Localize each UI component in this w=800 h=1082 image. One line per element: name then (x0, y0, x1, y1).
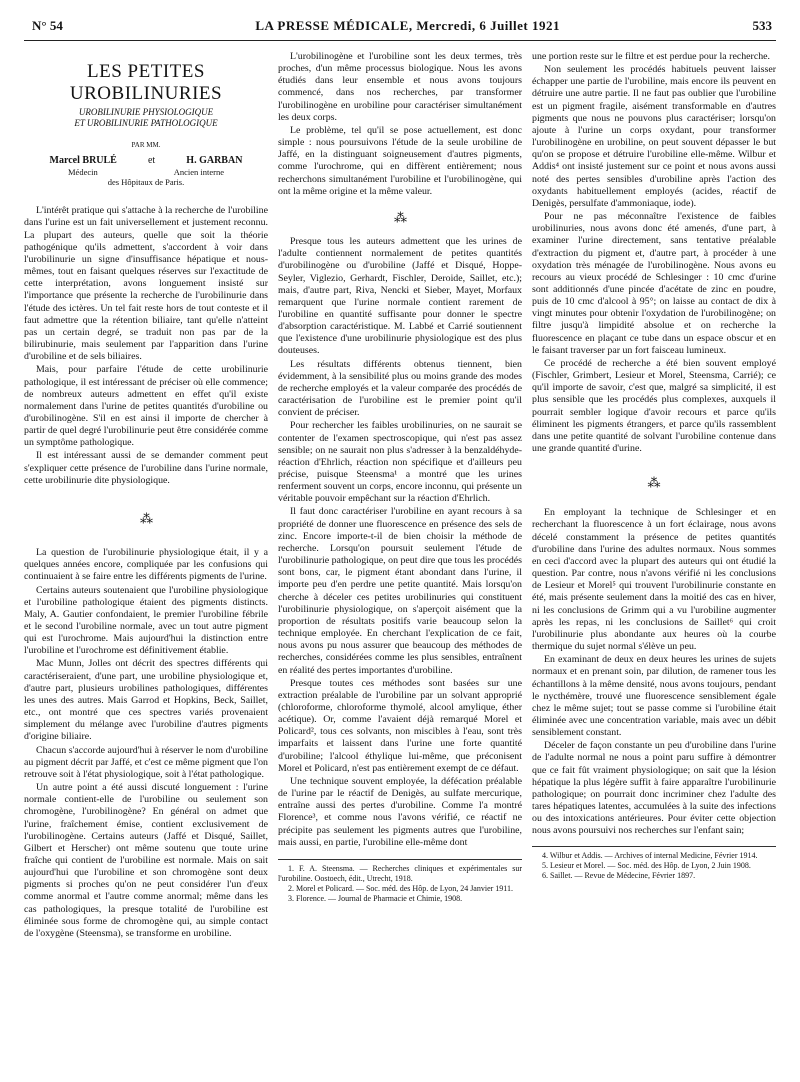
affiliation-1: Médecin (67, 167, 98, 178)
column-1 (24, 51, 268, 940)
paragraph: L'intérêt pratique qui s'attache à la recherche de l'urobiline dans l'urine est un fait universellement et justement reconnu. La plupart des auteurs, quelle que soit la théorie pathogénique qu'ils admettent, s'accordent à voir dans l'urobilinurie un signe d'insuffisance hépatique et nous-mêmes, tout en faisant quelques réserves sur l'exactitude de cette interprétation, avons longuement insisté sur l'importance que présente la recherche de l'urobilinurie dans l'étude des ictères. Un tel fait reste hors de tout conteste et il faut admettre que la rétention biliaire, tant qu'elle n'atteint pas un certain degré, se traduit non pas par de la bilirubinurie, mais seulement par l'apparition dans l'urine d'urobiline et de sels biliaires. (24, 205, 268, 363)
paragraph: Déceler de façon constante un peu d'urobiline dans l'urine de l'adulte normal ne nous a point paru suffire à démontrer que ce fait fût vraiment physiologique; on sait que la lésion hépatique la plus légère suffit à faire apparaître l'urobilinurie pathologique; on pourrait donc incriminer chez l'adulte des tares hépatiques latentes, accumulées à la suite des infections ou des intoxications antérieures. Pour éviter cette objection nous avons poursuivi nos recherches sur l'enfant sain; (532, 740, 776, 837)
section-separator: ⁂ (140, 510, 152, 526)
section-separator: ⁂ (647, 475, 661, 491)
footnote: 1. F. A. Steensma. — Recherches cliniques et expérimentales sur l'urobiline. Oostoech, édit., Utrecht, 1918. (278, 863, 522, 883)
article-subtitle-2: ET UROBILINURIE PATHOLOGIQUE (74, 118, 218, 128)
author-1: Marcel BRULÉ (49, 155, 117, 167)
paragraph: Presque tous les auteurs admettent que les urines de l'adulte contiennent normalement de petites quantités d'urobilinogène ou d'urobiline (Jaffé et Disqué, Hoppe-Seyler, Viglezio, Gerhardt, Fischler, Deroide, Saillet, etc.); mais, d'autre part, Riva, Nencki et Sieber, Mayet, Morfaux remarquent que l'urine normale contient rarement de l'urobiline en quantité suffisante pour donner le spectre d'absorption caractéristique. M. Labbé et Carrié soutiennent que l'existence d'une urobilinurie physiologique est des plus douteuses. (278, 236, 522, 357)
page-header (24, 18, 776, 41)
paragraph: Mac Munn, Jolles ont décrit des spectres différents qui caractériseraient, d'une part, une urobiline physiologique et, d'autre part, plusieurs urobilines pathologiques, différentes les unes des autres. Mais Garrod et Hopkins, Beck, Saillet, etc., ont montré que ces spectres variés provenaient simplement du mélange avec l'urobiline d'autres pigments d'origine biliaire. (24, 658, 268, 743)
paragraph: Ce procédé de recherche a été bien souvent employé (Fischler, Grimbert, Lesieur et Morel, Steensma, Carrié); ce qu'il importe de savoir, c'est que, malgré sa simplicité, il est plus sensible que les procédés plus complexes, auxquels il pourrait sembler logique d'avoir recours et parce qu'ils éliminent les pigments étrangers, et parce qu'ils rassemblent dans une petite quantité de solvant l'urobiline contenue dans une grande quantité d'urine. (532, 357, 776, 454)
affiliation-2: Ancien interne (173, 167, 224, 178)
section-separator: ⁂ (394, 209, 406, 225)
paragraph: Pour rechercher les faibles urobilinuries, on ne saurait se contenter de l'examen spectroscopique, qui n'est pas assez sensible; on ne saurait non plus s'adresser à la benzaldéhyde-réaction d'Ehrlich, réaction non spécifique et d'ailleurs peu précise, puisque Steensma¹ a montré que les urines renferment souvent un corps, encore inconnu, qui présente un véritable pouvoir empêchant sur la réaction d'Ehrlich. (278, 420, 522, 505)
author-2: H. GARBAN (186, 155, 243, 167)
paragraph: Il faut donc caractériser l'urobiline en ayant recours à sa propriété de donner une fluorescence en présence des sels de zinc. Encore importe-t-il de bien choisir la méthode de recherche. Lorsqu'on poursuit seulement l'étude de l'urobilinurie pathologique, on peut dire que tous les procédés sont bons, car, le pigment étant abondant dans l'urine, il importe peu d'en perdre une petite quantité. Mais lorsqu'on cherche à déceler ces petites urobilinuries qui constituent l'urobilinurie physiologique, on s'aperçoit aisément que la proportion de résultats positifs varie beaucoup selon la technique employée. En cherchant l'explication de ce fait, nous avons pu nous assurer que beaucoup des méthodes de recherches, considérées comme les plus sensibles, entraînent en réalité des pertes importantes d'urobiline. (278, 506, 522, 676)
paragraph: En examinant de deux en deux heures les urines de sujets normaux et en prenant soin, par dilution, de ramener tous les échantillons à la même densité, nous avons toujours, pendant le nycthémère, trouvé une fluorescence sensiblement égale chez le même sujet; tout se passe comme si l'urobiline était éliminée avec une concentration variable, mais avec un débit sensiblement constant. (532, 654, 776, 739)
paragraph: Une technique souvent employée, la défécation préalable de l'urine par le réactif de Denigès, au sulfate mercurique, entraîne aussi des pertes d'urobiline. Comme l'a montré Florence³, et comme nous l'avons vérifié, ce réactif ne précipite pas seulement les pigments autres que l'urobiline, mais aussi, en partie, l'urobiline elle-même dont (278, 775, 522, 848)
affiliation-3: des Hôpitaux de Paris. (107, 177, 185, 188)
journal-title: LA PRESSE MÉDICALE, Mercredi, 6 Juillet 1921 (255, 18, 560, 33)
paragraph: Pour ne pas méconnaître l'existence de faibles urobilinuries, nous avons donc été amenés, d'une part, à examiner l'urine directement, sans tentative préalable d'extraction du pigment et, d'autre part, à procéder à une oxydation très ménagée de l'urobilinogène. Nous avons eu recours au vieux procédé de Schlesinger : 10 cmc d'urine sont additionnés d'une pincée d'acétate de zinc en poudre, puis de 10 cmc d'alcool à 95°; on laisse au contact de dix à vingt minutes pour obtenir l'oxydation de l'urobilinogène; on filtre jusqu'à limpidité absolue et on recherche la fluorescence en plaçant ce tube dans un espace obscur et en le faisant traverser par un fort faisceau lumineux. (532, 211, 776, 356)
footnotes (278, 859, 522, 904)
paragraph: En employant la technique de Schlesinger et en recherchant la fluorescence à un fort éclairage, nous avons décelé constamment la présence de petites quantités d'urobiline dans l'urine des adultes normaux. Nous sommes en ceci d'accord avec la plupart des auteurs qui ont étudié la question. Par contre, nous n'avons vérifié ni les conclusions de Lesieur et Morel⁵ qui trouvent l'urobilinurie constante en été, mais présente seulement dans la moitié des cas en hiver, ni les conclusions de Grimm qui a vu l'urobiline augmenter après les repas, ni les conclusions de Saillet⁶ qui croit l'urobilinurie plus abondante aux heures où la courbe thermique du sujet normal s'élève un peu. (532, 507, 776, 653)
column-3 (532, 51, 776, 940)
page-number: 533 (752, 18, 772, 33)
footnotes (532, 846, 776, 881)
author-conjunction: et (147, 155, 156, 167)
footnote: 5. Lesieur et Morel. — Soc. méd. des Hôp. de Lyon, 2 Juin 1908. (542, 860, 751, 870)
paragraph: Un autre point a été aussi discuté longuement : l'urine normale contient-elle de l'urobiline ou seulement son chromogène, l'urobilinogène? En général on admet que l'urine, fraîchement émise, contient exclusivement de l'urobilinogène. Certains auteurs (Jaffé et Disqué, Saillet, Gilbert et Herscher) ont même soutenu que toute urine fraîche qui contient de l'urobiline est normale. Mais on sait aujourd'hui que l'urobiline et son chromogène sont deux pigments si proches qu'on ne peut considérer l'un d'eux comme anormal et l'autre comme anormal; même dans les cas pathologiques, la presque totalité de l'urobiline est éliminée sous forme de chromogène qui, au simple contact de l'oxygène (Steensma), se transforme en urobiline. (24, 782, 268, 939)
paragraph: Certains auteurs soutenaient que l'urobiline physiologique et l'urobiline pathologique étaient des pigments distincts. Maly, A. Gautier confondaient, le premier l'urobiline fébrile et le second l'urobiline normale, avec un tout autre pigment qui est l'urochrome. Mais aujourd'hui la distinction entre l'urobiline et l'urochrome est définitivement établie. (24, 584, 268, 657)
footnote: 3. Florence. — Journal de Pharmacie et Chimie, 1908. (288, 893, 463, 903)
footnote: 2. Morel et Policard. — Soc. méd. des Hôp. de Lyon, 24 Janvier 1911. (288, 883, 513, 893)
paragraph: Non seulement les procédés habituels peuvent laisser échapper une partie de l'urobiline, mais encore ils peuvent en détruire une autre partie. Il ne faut pas oublier que l'urobiline est un pigment fragile, aisément transformable en d'autres pigments que nous ne pouvons plus caractériser; lorsqu'on ajoute à l'urine un corps oxydant, pour transformer l'urobilinogène en urobiline, on peut souvent dépasser le but qu'on se propose et détruire l'urobiline elle-même. Wilbur et Addis⁴ ont insisté justement sur ce point et nous avons aussi noté des pertes sensibles d'urobiline après l'action des oxydants habituellement employés (acides, réactif de Denigès, persulfate d'ammoniaque, iode). (532, 64, 776, 209)
paragraph: Le problème, tel qu'il se pose actuellement, est donc simple : nous poursuivons l'étude de la seule urobiline de Jaffé, en la distinguant soigneusement d'autres pigments, comme l'urochrome, qui en diffèrent entièrement; nous recherchons simultanément l'urobiline et l'urobilinogène, qui ont la même origine et la même valeur. (278, 124, 522, 197)
par-label: PAR MM. (131, 141, 161, 149)
paragraph: La question de l'urobilinurie physiologique était, il y a quelques années encore, compliquée par les confusions qui continuaient à se faire entre les différents pigments de l'urine. (24, 547, 268, 583)
article-title: LES PETITES UROBILINURIES (69, 61, 223, 104)
column-2 (278, 51, 522, 940)
paragraph: Mais, pour parfaire l'étude de cette urobilinurie pathologique, il est intéressant de préciser où elle commence; de nombreux auteurs admettent en effet qu'il existe normalement dans l'urine de petites quantités d'urobiline ou d'urobilinogène. S'il en est ainsi il importe de chercher à partir de quel degré l'urobilinurie peut être considérée comme un symptôme pathologique. (24, 364, 268, 449)
article-subtitle-1: UROBILINURIE PHYSIOLOGIQUE (78, 107, 214, 117)
paragraph: Chacun s'accorde aujourd'hui à réserver le nom d'urobiline au pigment décrit par Jaffé, et c'est ce même pigment que l'on retrouve soit à l'état physiologique, soit à l'état pathologique. (24, 744, 268, 780)
paragraph: une portion reste sur le filtre et est perdue pour la recherche. (532, 51, 770, 62)
columns (24, 51, 776, 940)
authors (24, 155, 268, 167)
affiliations (24, 167, 268, 177)
paragraph: Les résultats différents obtenus tiennent, bien évidemment, à la sensibilité plus ou moins grande des modes de recherche employés et la valeur comparée des procédés de caractérisation de l'urobiline est le premier point qu'il convient de préciser. (278, 358, 522, 419)
footnote: 4. Wilbur et Addis. — Archives of internal Medicine, Février 1914. (542, 850, 758, 860)
footnote: 6. Saillet. — Revue de Médecine, Février 1897. (542, 870, 696, 880)
paragraph: Il est intéressant aussi de se demander comment peut s'expliquer cette présence de l'urobiline dans l'urine normale, cette urobilinurie dite physiologique. (24, 450, 268, 486)
issue-number: N° 54 (32, 18, 63, 33)
paragraph: L'urobilinogène et l'urobiline sont les deux termes, très proches, d'un même processus biologique. Nous les avons étudiés dans leur ensemble et nous avons toujours commencé, dans nos recherches, par transformer l'urobilinogène en urobiline pour caractériser simultanément les deux corps. (278, 51, 522, 123)
paragraph: Presque toutes ces méthodes sont basées sur une extraction préalable de l'urobiline par un solvant approprié (chloroforme, chloroforme thymolé, alcool amylique, éther acétique). Or, comme l'avaient déjà remarqué Morel et Policard², tous ces solvants, non miscibles à l'eau, sont très imparfaits et laissent dans l'urine une forte quantité d'urobiline; l'alcool éthylique lui-même, que préconisent Morel et Policard, n'est pas entièrement exempt de ce défaut. (278, 677, 522, 774)
